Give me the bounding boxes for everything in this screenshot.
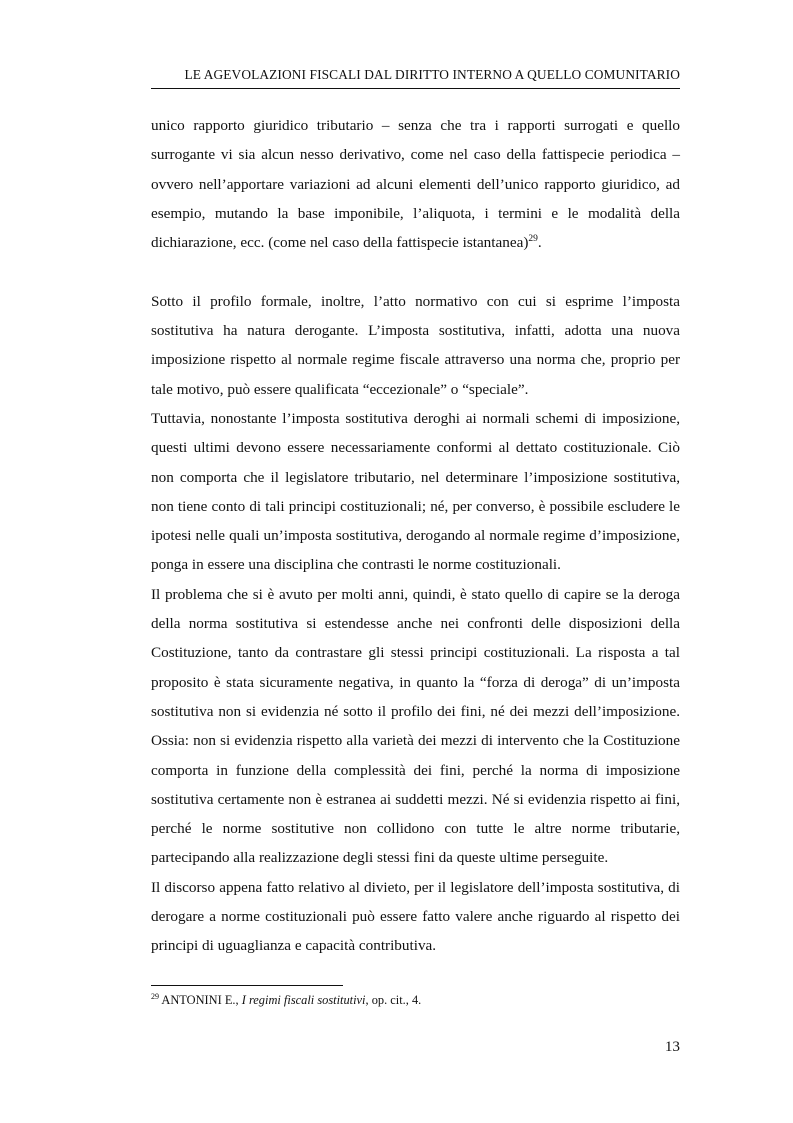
running-header: LE AGEVOLAZIONI FISCALI DAL DIRITTO INTERNO A QUELLO COMUNITARIO <box>184 67 680 82</box>
paragraph-5: Il discorso appena fatto relativo al divieto, per il legislatore dell’imposta sostitutiva, di derogare a norme costituzionali può essere fatto valere anche riguardo al rispetto dei principi di uguaglianza e capacità contributiva. <box>151 878 680 955</box>
paragraph-4: Il problema che si è avuto per molti anni, quindi, è stato quello di capire se la deroga della norma sostitutiva si estendesse anche nei confronti delle disposizioni della Costituzione, tanto da contrastare gli stessi principi costituzionali. La risposta a tal proposito è stata sicuramente negativa, in quanto la “forza di deroga” di un’imposta sostitutiva non si evidenzia né sotto il profilo dei fini, né dei mezzi dell’imposizione. Ossia: non si evidenzia rispetto alla varietà dei mezzi di intervento che la Costituzione comporta in funzione della complessità dei fini, perché la norma di imposizione sostitutiva certamente non è estranea ai suddetti mezzi. Né si evidenzia rispetto ai fini, perché le norme sostitutive non collidono con tutte le altre norme tributarie, partecipando alla realizzazione degli stessi fini da queste ultime perseguite. <box>151 585 680 867</box>
paragraph-1 <box>151 111 680 257</box>
body-text <box>151 111 680 961</box>
footnote-number: 29 <box>151 992 159 1001</box>
footnote-reference-29[interactable]: 29 <box>528 234 538 245</box>
header-rule <box>151 88 680 89</box>
footnote-rule <box>151 985 343 986</box>
footnote-title: I regimi fiscali sostitutivi <box>241 993 366 1007</box>
paragraph-2: Sotto il profilo formale, inoltre, l’atto normativo con cui si esprime l’imposta sostitutiva ha natura derogante. L’imposta sostitutiva, infatti, adotta una nuova imposizione rispetto al normale regime fiscale attraverso una norma che, proprio per tale motivo, può essere qualificata “eccezionale” o “speciale”. <box>151 292 680 398</box>
paragraph-3: Tuttavia, nonostante l’imposta sostitutiva deroghi ai normali schemi di imposizione, questi ultimi devono essere necessariamente conformi al dettato costituzionale. Ciò non comporta che il legislatore tributario, nel determinare l’imposizione sostitutiva, non tiene conto di tali principi costituzionali; né, per converso, è possibile escludere le ipotesi nelle quali un’imposta sostitutiva, derogando al normale regime d’imposizione, ponga in essere una disciplina che contrasti le norme costituzionali. <box>151 409 680 574</box>
paragraph-1-end: . <box>537 234 542 252</box>
footnote-author: ANTONINI E., <box>159 993 242 1007</box>
paragraph-1-text: unico rapporto giuridico tributario – senza che tra i rapporti surrogati e quello surrogante vi sia alcun nesso derivativo, come nel caso della fattispecie periodica – ovvero nell’apportare variazioni ad alcuni elementi dell’unico rapporto giuridico, ad esempio, mutando la base imponibile, l’aliquota, i termini e le modalità della dichiarazione, ecc. (come nel caso della fattispecie istantanea) <box>151 117 680 252</box>
page-number: 13 <box>664 1038 680 1055</box>
footnote-29 <box>151 992 680 1008</box>
footnote-citation: , op. cit., 4. <box>365 993 422 1007</box>
